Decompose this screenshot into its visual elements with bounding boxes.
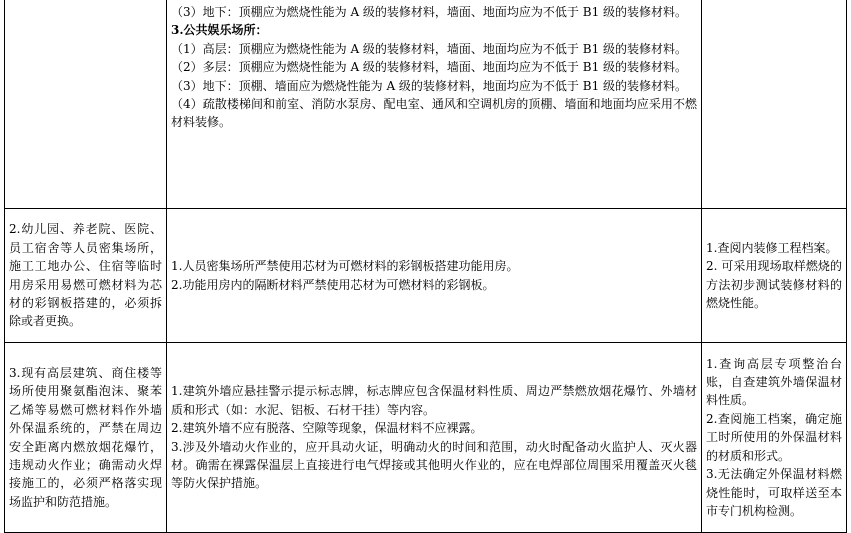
method-line: 3.无法确定外保温材料燃烧性能时，可取样送至本市专门机构检测。 — [706, 467, 842, 518]
cell-item-text: 2.幼儿园、养老院、医院、员工宿舍等人员密集场所，施工工地办公、住宿等临时用房采用易燃可燃材料为芯材的彩钢板搭建的，必须拆除或者更换。 — [9, 222, 162, 329]
requirement-line: （3）地下：顶棚、墙面应为燃烧性能为 A 级的装修材料，地面均应为不低于 B1 级的装修材料。 — [171, 78, 688, 93]
method-line: 1.查阅内装修工程档案。 — [706, 240, 838, 255]
requirement-line: 2.建筑外墙不应有脱落、空隙等现象，保温材料不应裸露。 — [171, 421, 483, 436]
cell-method — [702, 0, 847, 209]
cell-method — [702, 343, 847, 533]
requirement-line: 1.人员密集场所严禁使用芯材为可燃材料的彩钢板搭建功能用房。 — [171, 259, 519, 274]
table-row — [5, 343, 847, 533]
table-row — [5, 0, 847, 209]
section-heading: 3.公共娱乐场所： — [171, 23, 268, 38]
method-line: 1.查询高层专项整治台账，自查建筑外墙保温材料性质。 — [706, 356, 842, 408]
cell-requirement — [167, 209, 702, 343]
requirement-line: （1）高层：顶棚应为燃烧性能为 A 级的装修材料，墙面、地面均应为不低于 B1 级的装修材料。 — [171, 41, 688, 56]
cell-requirement — [167, 343, 702, 533]
method-line: 2.查阅施工档案，确定施工时所使用的外保温材料的材质和形式。 — [706, 411, 842, 463]
cell-item — [5, 0, 167, 209]
cell-requirement — [167, 0, 702, 209]
table-row — [5, 209, 847, 343]
requirement-line: 3.涉及外墙动火作业的，应开具动火证，明确动火的时间和范围，动火时配备动火监护人、灭火器材。确需在裸露保温层上直接进行电气焊接或其他明火作业的，应在电焊部位周围采用覆盖灭火毯等防火保护措施。 — [171, 439, 697, 491]
requirement-line: （4）疏散楼梯间和前室、消防水泵房、配电室、通风和空调机房的顶棚、墙面和地面均应采用不燃材料装修。 — [171, 97, 697, 130]
requirement-line: （3）地下：顶棚应为燃烧性能为 A 级的装修材料，墙面、地面均应为不低于 B1 级的装修材料。 — [171, 5, 688, 19]
requirement-line: 2.功能用房内的隔断材料严禁使用芯材为可燃材料的彩钢板。 — [171, 277, 495, 292]
cell-method — [702, 209, 847, 343]
cell-item — [5, 209, 167, 343]
inspection-table — [4, 0, 847, 533]
cell-item-text: 3.现有高层建筑、商住楼等场所使用聚氨酯泡沫、聚苯乙烯等易燃可燃材料作外墙外保温系统的，严禁在周边安全距离内燃放烟花爆竹，违规动火作业；确需动火焊接施工的，必须严格落实现场监护和防范措施。 — [9, 365, 162, 509]
requirement-line: 1.建筑外墙应悬挂警示提示标志牌，标志牌应包含保温材料性质、周边严禁燃放烟花爆竹、外墙材质和形式（如：水泥、铝板、石材干挂）等内容。 — [171, 384, 697, 417]
method-line: 2. 可采用现场取样燃烧的方法初步测试装修材料的燃烧性能。 — [706, 259, 842, 310]
cell-item — [5, 343, 167, 533]
requirement-line: （2）多层：顶棚应为燃烧性能为 A 级的装修材料，墙面、地面均应为不低于 B1 级的装修材料。 — [171, 60, 688, 75]
